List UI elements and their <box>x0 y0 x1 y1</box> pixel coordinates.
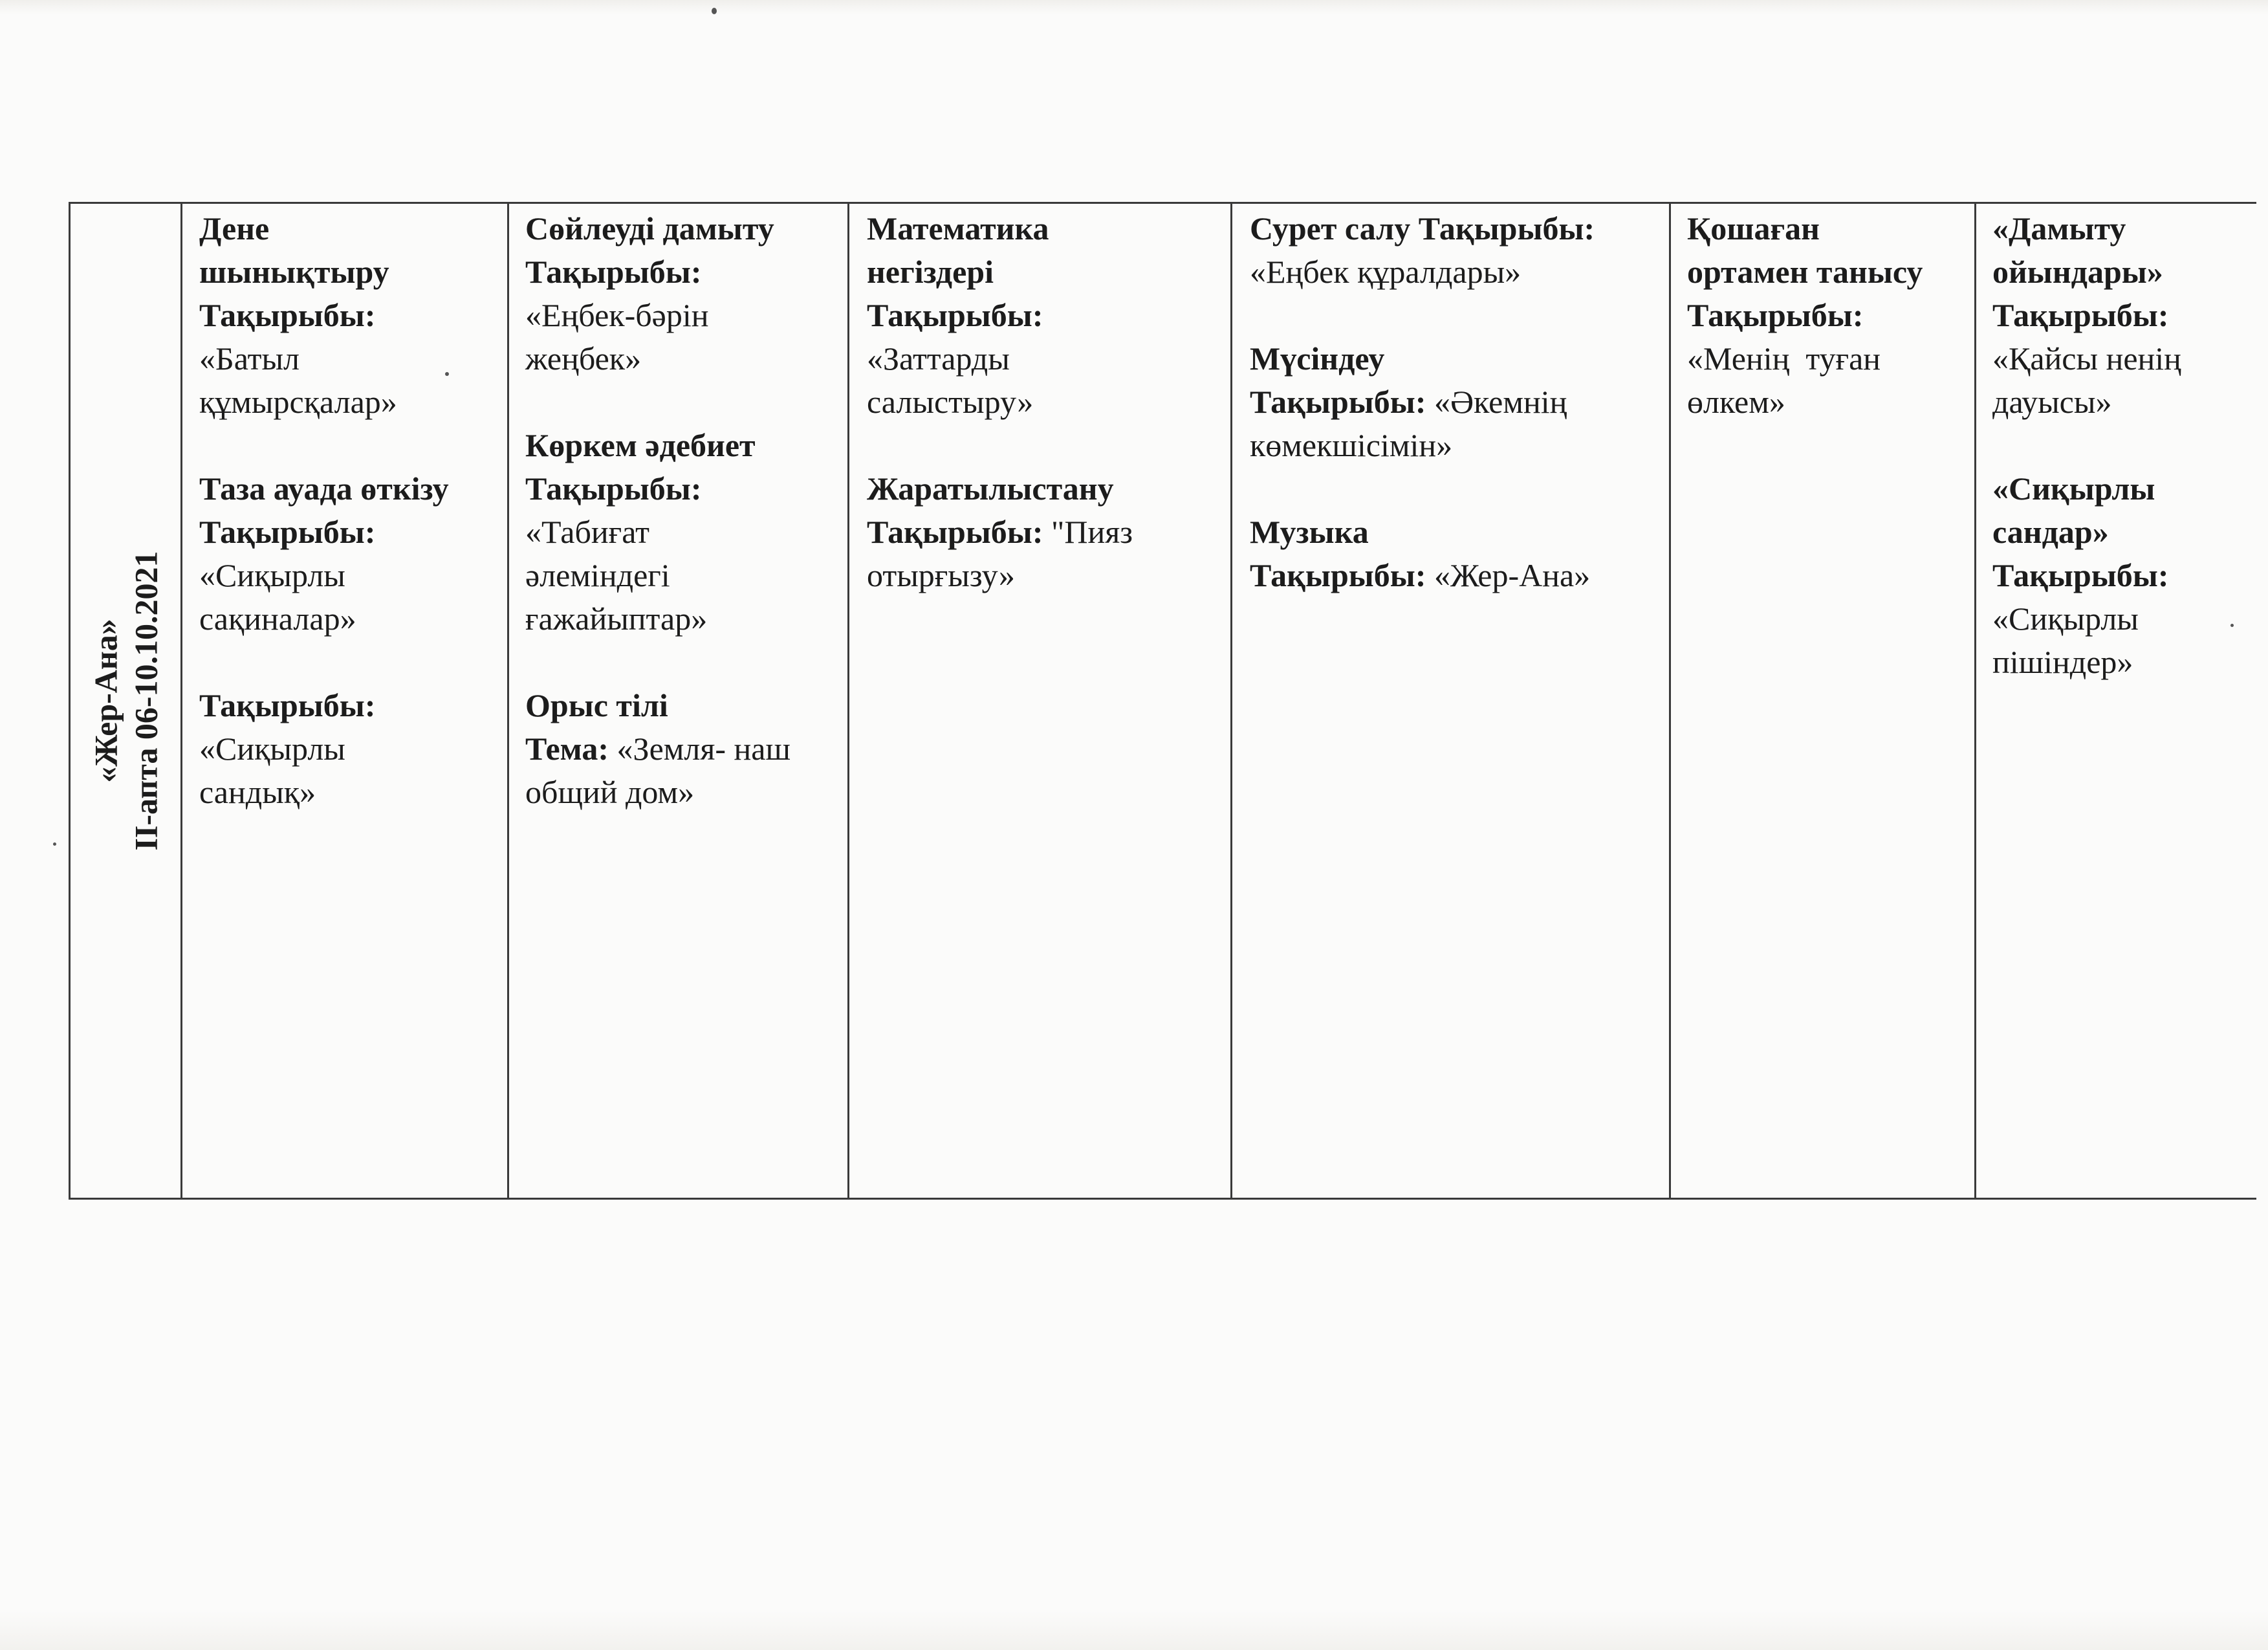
topic-text: «Еңбек құралдары» <box>1250 254 1521 290</box>
activity-block <box>1992 207 2252 424</box>
column-divider <box>1230 202 1232 1200</box>
topic-text: «Табиғат <box>525 514 649 550</box>
topic-text: «Батыл <box>199 340 300 377</box>
activity-block <box>525 424 840 641</box>
scan-speck <box>2230 624 2234 627</box>
activity-heading: Дене <box>199 210 270 247</box>
topic-text: «Жер-Ана» <box>1426 557 1591 593</box>
activity-heading: Жаратылыстану <box>867 470 1114 507</box>
topic-label: Тақырыбы: <box>199 297 376 333</box>
activity-block <box>199 207 499 424</box>
scan-speck <box>445 372 449 376</box>
table-bottom-border <box>70 1198 2256 1200</box>
topic-line <box>1250 554 1664 597</box>
topic-text: салыстыру» <box>867 384 1034 420</box>
activity-block <box>1250 511 1664 597</box>
topic-text: әлеміндегі <box>525 557 670 593</box>
activity-cell-physical-education <box>199 207 505 1191</box>
topic-text: «Сиқырлы <box>1992 600 2139 637</box>
activity-heading: Таза ауада өткізу <box>199 470 449 507</box>
activity-block <box>525 684 840 814</box>
topic-text: «Менің туған <box>1687 340 1881 377</box>
topic-text: көмекшісімін» <box>1250 427 1453 463</box>
activity-heading: Сурет салу Тақырыбы: <box>1250 210 1595 247</box>
topic-label: Тақырыбы: <box>1687 297 1864 333</box>
topic-text: «Еңбек-бәрін <box>525 297 709 333</box>
topic-text: «Заттарды <box>867 340 1010 377</box>
activity-cell-developmental-games <box>1992 207 2258 1191</box>
activity-heading: негіздері <box>867 254 994 290</box>
topic-text: өлкем» <box>1687 384 1785 420</box>
topic-label: Тема: <box>525 731 609 767</box>
topic-label: Тақырыбы: <box>867 297 1043 333</box>
activity-cell-environment <box>1687 207 1972 1191</box>
topic-line <box>867 511 1225 554</box>
week-theme: «Жер-Ана» <box>88 619 125 783</box>
topic-label: Тақырыбы: <box>199 687 376 723</box>
topic-text: ғажайыптар» <box>525 600 708 637</box>
topic-text: «Сиқырлы <box>199 557 345 593</box>
activity-block <box>867 207 1225 424</box>
week-header-text <box>86 551 166 850</box>
week-dates: ІІ-апта 06-10.10.2021 <box>128 551 165 851</box>
topic-text: пішіндер» <box>1992 644 2133 680</box>
topic-text: сандық» <box>199 774 316 810</box>
activity-block <box>199 467 499 641</box>
activity-heading: ортамен танысу <box>1687 254 1923 290</box>
activity-heading: «Дамыту <box>1992 210 2126 247</box>
topic-label: Тақырыбы: <box>525 254 702 290</box>
activity-heading: Сөйлеуді дамыту <box>525 210 774 247</box>
topic-line <box>525 727 840 771</box>
topic-label: Тақырыбы: <box>1250 557 1426 593</box>
activity-block <box>1250 337 1664 467</box>
activity-heading: Математика <box>867 210 1049 247</box>
activity-heading: «Сиқырлы <box>1992 470 2155 507</box>
topic-text: отырғызу» <box>867 557 1015 593</box>
table-left-border <box>69 202 71 1200</box>
activity-heading: Мүсіндеу <box>1250 340 1385 377</box>
activity-block <box>1250 207 1664 294</box>
activity-cell-mathematics <box>867 207 1230 1191</box>
activity-block <box>199 684 499 814</box>
column-divider <box>847 202 849 1200</box>
topic-text: құмырсқалар» <box>199 384 397 420</box>
activity-heading: Көркем әдебиет <box>525 427 756 463</box>
topic-label: Тақырыбы: <box>1250 384 1426 420</box>
topic-text: «Қайсы ненің <box>1992 340 2181 377</box>
scan-speck <box>53 842 56 846</box>
scan-speck <box>712 8 717 14</box>
activity-heading: сандар» <box>1992 514 2109 550</box>
activity-block <box>1992 467 2252 684</box>
activity-cell-drawing <box>1250 207 1669 1191</box>
activity-cell-speech-development <box>525 207 845 1191</box>
activity-heading: Музыка <box>1250 514 1369 550</box>
activity-block <box>867 467 1225 597</box>
activity-block <box>1687 207 1967 424</box>
activity-heading: Қошаған <box>1687 210 1820 247</box>
topic-label: Тақырыбы: <box>199 514 376 550</box>
week-header-cell <box>71 204 181 1197</box>
topic-text: сақиналар» <box>199 600 356 637</box>
topic-text: «Әкемнің <box>1426 384 1567 420</box>
activity-heading: Орыс тілі <box>525 687 668 723</box>
activity-block <box>525 207 840 380</box>
column-divider <box>507 202 509 1200</box>
scan-shadow-top <box>0 0 2268 14</box>
topic-text: общий дом» <box>525 774 695 810</box>
topic-label: Тақырыбы: <box>867 514 1043 550</box>
topic-label: Тақырыбы: <box>1992 557 2169 593</box>
table-top-border <box>70 202 2256 204</box>
topic-text: дауысы» <box>1992 384 2112 420</box>
activity-heading: шынықтыру <box>199 254 389 290</box>
topic-text: «Земля- наш <box>609 731 791 767</box>
topic-label: Тақырыбы: <box>1992 297 2169 333</box>
scan-shadow-bottom <box>0 1611 2268 1650</box>
topic-line <box>1250 380 1664 424</box>
activity-heading: ойындары» <box>1992 254 2163 290</box>
topic-text: "Пияз <box>1043 514 1133 550</box>
column-divider <box>1974 202 1976 1200</box>
topic-label: Тақырыбы: <box>525 470 702 507</box>
topic-text: «Сиқырлы <box>199 731 345 767</box>
column-divider <box>1669 202 1671 1200</box>
topic-text: жеңбек» <box>525 340 642 377</box>
